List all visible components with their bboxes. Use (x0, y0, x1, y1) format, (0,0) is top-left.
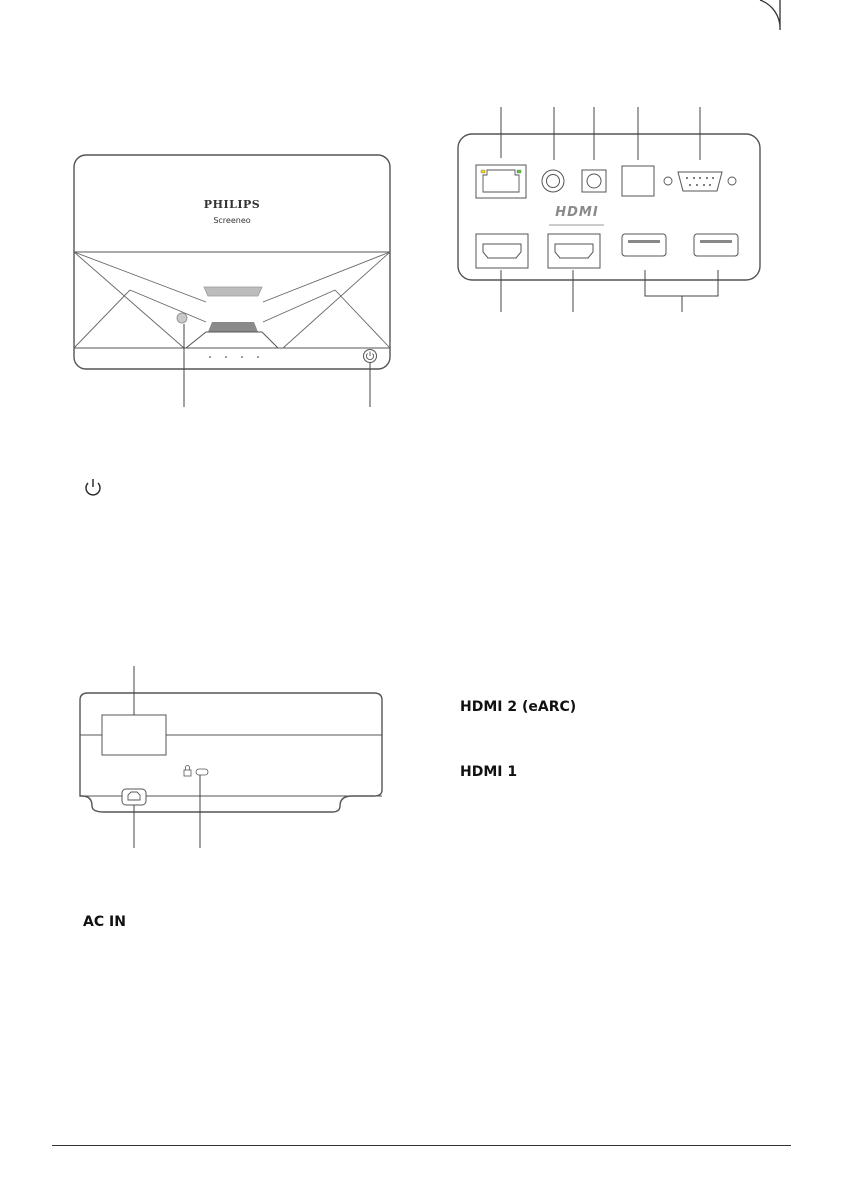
footer-rule (52, 1145, 791, 1146)
hdmi1-label: HDMI 1 (460, 764, 518, 780)
hdmi-logo: HDMI (555, 205, 599, 220)
brand-logo: PHILIPS (203, 198, 261, 211)
ac-in-label: AC IN (83, 914, 126, 930)
hdmi2-label: HDMI 2 (eARC) (460, 699, 577, 715)
model-name: Screeneo (213, 216, 251, 225)
